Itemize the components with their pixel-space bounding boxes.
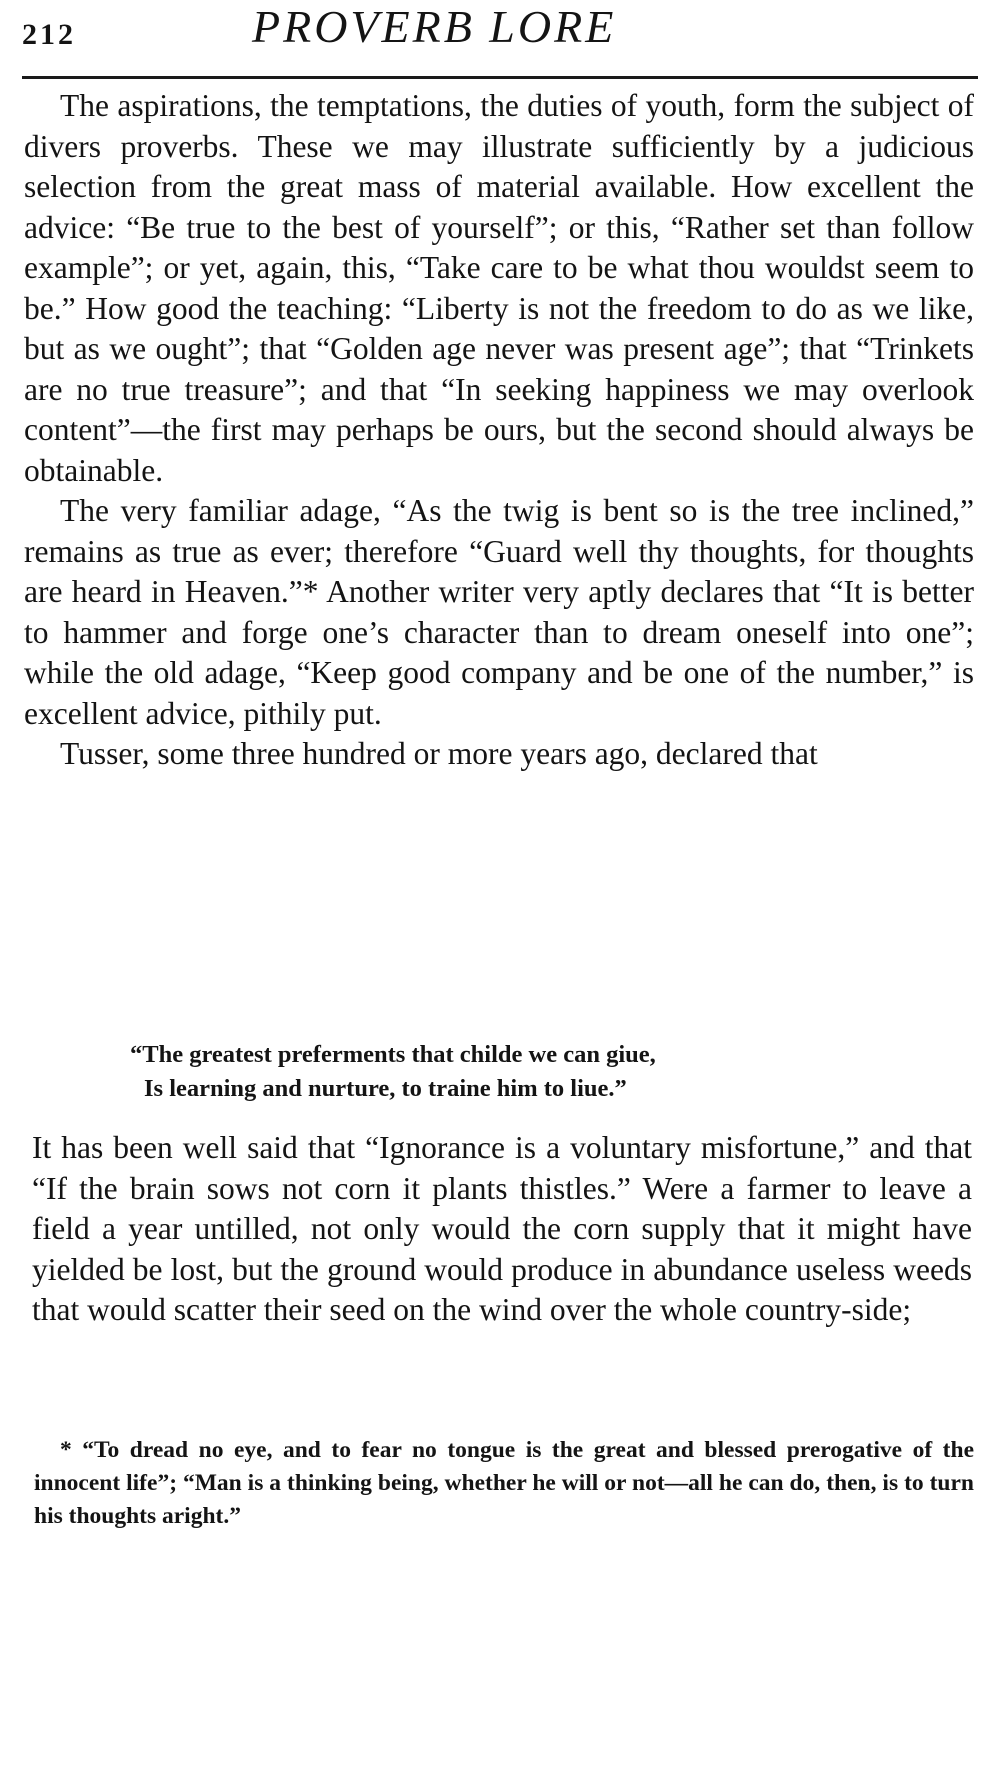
- page-header: [22, 0, 977, 80]
- paragraph: The very familiar adage, “As the twig is bent so is the tree inclined,” remains as true as ever; therefore “Guard well thy thoughts, for thoughts are heard in Heaven.”* Another writer very aptly declares that “It is better to hammer and forge one’s character than to dream oneself into one”; while the old adage, “Keep good company and be one of the number,” is excellent advice, pithily put.: [24, 493, 974, 731]
- footnote-text: * “To dread no eye, and to fear no tongue is the great and blessed prerogative of the innocent life”; “Man is a thinking being, whether he will or not—all he can do, then, is to turn his thoughts aright.”: [34, 1437, 974, 1529]
- verse-line: “The greatest preferments that childe we can giue,: [130, 1041, 656, 1068]
- running-title: PROVERB LORE: [252, 1, 617, 52]
- verse-line: Is learning and nurture, to traine him to liue.”: [144, 1075, 627, 1102]
- paragraph: The aspirations, the temptations, the duties of youth, form the subject of divers proverbs. These we may illustrate sufficiently by a judicious selection from the great mass of material available. How excellent the advice: “Be true to the best of yourself”; or this, “Rather set than follow example”; or yet, again, this, “Take care to be what thou wouldst seem to be.” How good the teaching: “Liberty is not the freedom to do as we like, but as we ought”; that “Golden age never was present age”; that “Trinkets are no true treasure”; and that “In seeking happiness we may overlook content”—the first may perhaps be ours, but the second should always be obtainable.: [24, 88, 974, 488]
- main-text: [24, 86, 974, 775]
- continuation-paragraph: It has been well said that “Ignorance is a voluntary misfortune,” and that “If the brain sows not corn it plants thistles.” Were a farmer to leave a field a year untilled, not only would the corn supply that it might have yielded be lost, but the ground would produce in abundance useless weeds that would scatter their seed on the wind over the whole country-side;: [32, 1130, 972, 1327]
- header-rule: [22, 76, 978, 79]
- verse-quotation: [130, 1038, 656, 1106]
- page-number: 212: [22, 18, 76, 51]
- footnote: [34, 1434, 974, 1533]
- paragraph: Tusser, some three hundred or more years ago, declared that: [60, 736, 818, 771]
